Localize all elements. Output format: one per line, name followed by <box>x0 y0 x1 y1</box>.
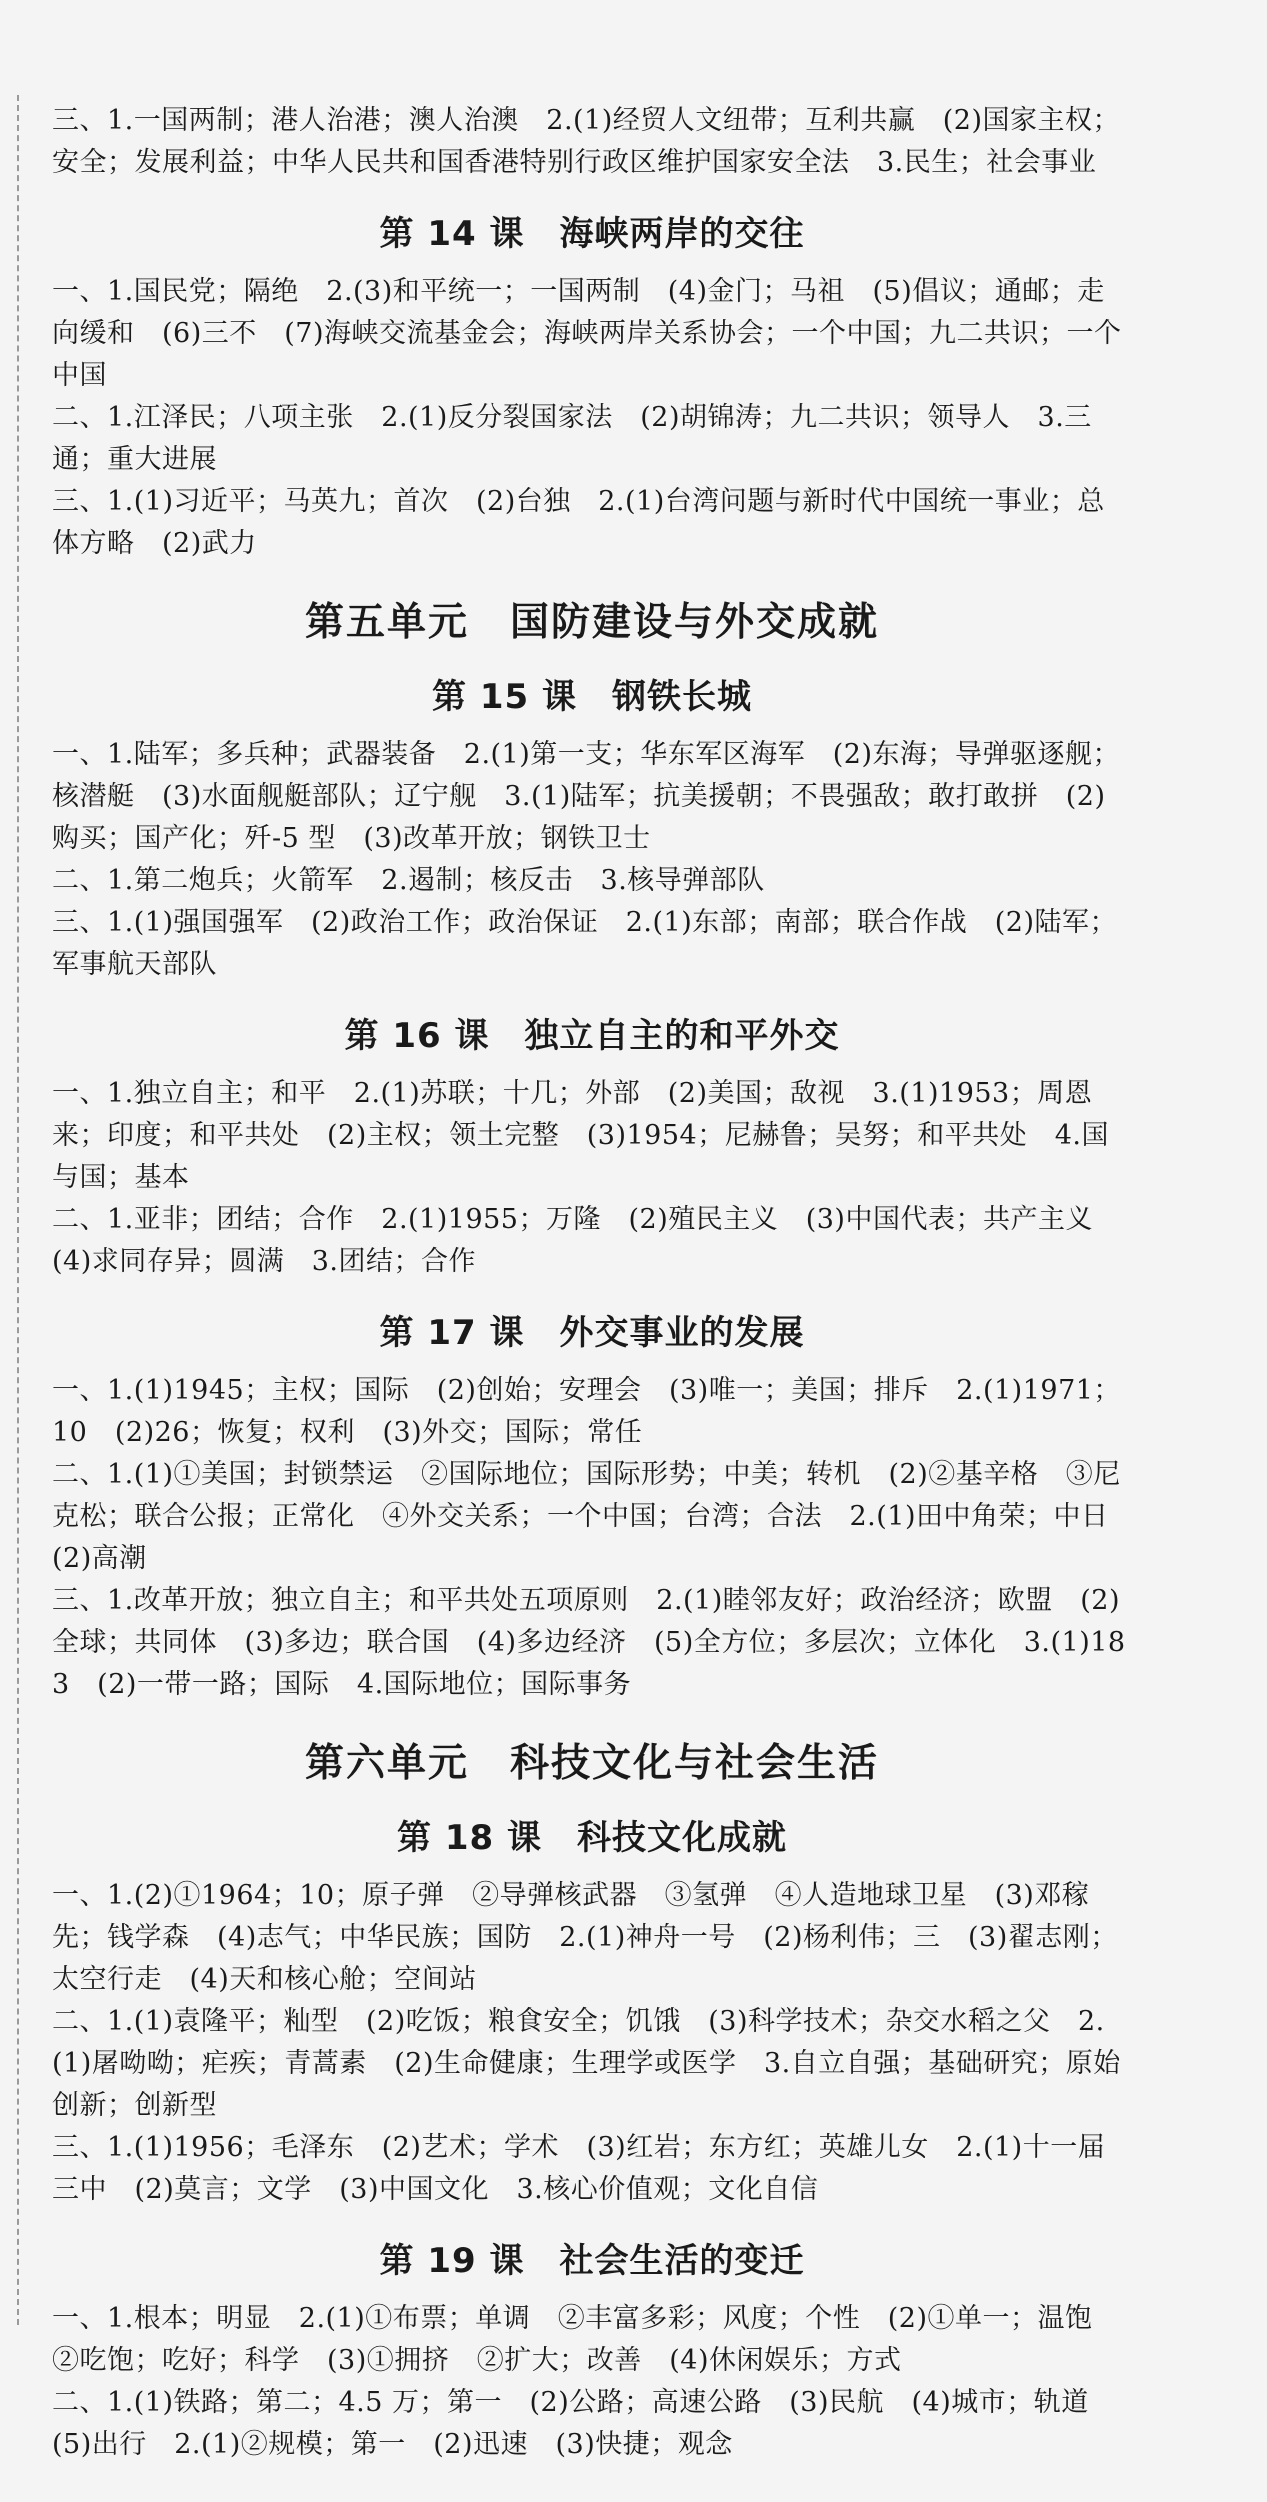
lesson19-part1: 一、1.根本；明显 2.(1)①布票；单调 ②丰富多彩；风度；个性 (2)①单一；温饱 ②吃饱；吃好；科学 (3)①拥挤 ②扩大；改善 (4)休闲娱乐；方式 <box>52 2303 1121 2376</box>
lesson17-part1: 一、1.(1)1945；主权；国际 (2)创始；安理会 (3)唯一；美国；排斥 2.(1)1971；10 (2)26；恢复；权利 (3)外交；国际；常任 <box>52 1375 1121 1448</box>
lesson13-part3: 三、1.一国两制；港人治港；澳人治澳 2.(1)经贸人文纽带；互利共赢 (2)国家主权；安全；发展利益；中华人民共和国香港特别行政区维护国家安全法 3.民生；社会事业 <box>52 105 1121 178</box>
unit6-title: 第六单元 科技文化与社会生活 <box>304 1741 879 1786</box>
lesson17-part2: 二、1.(1)①美国；封锁禁运 ②国际地位；国际形势；中美；转机 (2)②基辛格 ③尼克松；联合公报；正常化 ④外交关系；一个中国；台湾；合法 2.(1)田中角荣；中日 (2)高潮 <box>52 1459 1137 1574</box>
lesson19-title: 第 19 课 社会生活的变迁 <box>379 2241 805 2281</box>
lesson18-part2: 二、1.(1)袁隆平；籼型 (2)吃饭；粮食安全；饥饿 (3)科学技术；杂交水稻之父 2.(1)屠呦呦；疟疾；青蒿素 (2)生命健康；生理学或医学 3.自立自强；基础研究；原始创新；创新型 <box>52 2006 1121 2121</box>
lesson18-part3: 三、1.(1)1956；毛泽东 (2)艺术；学术 (3)红岩；东方红；英雄儿女 2.(1)十一届三中 (2)莫言；文学 (3)中国文化 3.核心价值观；文化自信 <box>52 2132 1106 2205</box>
lesson18-part1: 一、1.(2)①1964；10；原子弹 ②导弹核武器 ③氢弹 ④人造地球卫星 (3)邓稼先；钱学森 (4)志气；中华民族；国防 2.(1)神舟一号 (2)杨利伟；三 (3)翟志刚；太空行走 (4)天和核心舱；空间站 <box>52 1880 1118 1995</box>
answer-content <box>52 100 1137 2466</box>
lesson14-part2: 二、1.江泽民；八项主张 2.(1)反分裂国家法 (2)胡锦涛；九二共识；领导人 3.三通；重大进展 <box>52 402 1092 475</box>
lesson14-part1: 一、1.国民党；隔绝 2.(3)和平统一；一国两制 (4)金门；马祖 (5)倡议；通邮；走向缓和 (6)三不 (7)海峡交流基金会；海峡两岸关系协会；一个中国；九二共识；一个中国 <box>52 276 1122 391</box>
unit5-title: 第五单元 国防建设与外交成就 <box>304 600 879 645</box>
lesson14-title: 第 14 课 海峡两岸的交往 <box>379 214 805 254</box>
lesson17-title: 第 17 课 外交事业的发展 <box>379 1313 805 1353</box>
lesson14-part3: 三、1.(1)习近平；马英九；首次 (2)台独 2.(1)台湾问题与新时代中国统一事业；总体方略 (2)武力 <box>52 486 1105 559</box>
lesson15-part1: 一、1.陆军；多兵种；武器装备 2.(1)第一支；华东军区海军 (2)东海；导弹驱逐舰；核潜艇 (3)水面舰艇部队；辽宁舰 3.(1)陆军；抗美援朝；不畏强敌；敢打敢拼 (2)购买；国产化；歼-5 型 (3)改革开放；钢铁卫士 <box>52 739 1121 854</box>
lesson16-part2: 二、1.亚非；团结；合作 2.(1)1955；万隆 (2)殖民主义 (3)中国代表；共产主义 (4)求同存异；圆满 3.团结；合作 <box>52 1204 1121 1277</box>
lesson18-title: 第 18 课 科技文化成就 <box>397 1818 787 1858</box>
lesson15-part3: 三、1.(1)强国强军 (2)政治工作；政治保证 2.(1)东部；南部；联合作战 (2)陆军；军事航天部队 <box>52 907 1118 980</box>
lesson19-part2: 二、1.(1)铁路；第二；4.5 万；第一 (2)公路；高速公路 (3)民航 (4)城市；轨道 (5)出行 2.(1)②规模；第一 (2)迅速 (3)快捷；观念 <box>52 2387 1117 2460</box>
lesson17-part3: 三、1.改革开放；独立自主；和平共处五项原则 2.(1)睦邻友好；政治经济；欧盟 (2)全球；共同体 (3)多边；联合国 (4)多边经济 (5)全方位；多层次；立体化 3.(1)183 (2)一带一路；国际 4.国际地位；国际事务 <box>52 1585 1126 1700</box>
lesson15-title: 第 15 课 钢铁长城 <box>432 677 752 717</box>
lesson16-part1: 一、1.独立自主；和平 2.(1)苏联；十几；外部 (2)美国；敌视 3.(1)1953；周恩来；印度；和平共处 (2)主权；领土完整 (3)1954；尼赫鲁；吴努；和平共处 4.国与国；基本 <box>52 1078 1109 1193</box>
lesson15-part2: 二、1.第二炮兵；火箭军 2.遏制；核反击 3.核导弹部队 <box>52 865 765 896</box>
binding-dashed-line <box>17 95 19 2325</box>
lesson16-title: 第 16 课 独立自主的和平外交 <box>344 1016 840 1056</box>
